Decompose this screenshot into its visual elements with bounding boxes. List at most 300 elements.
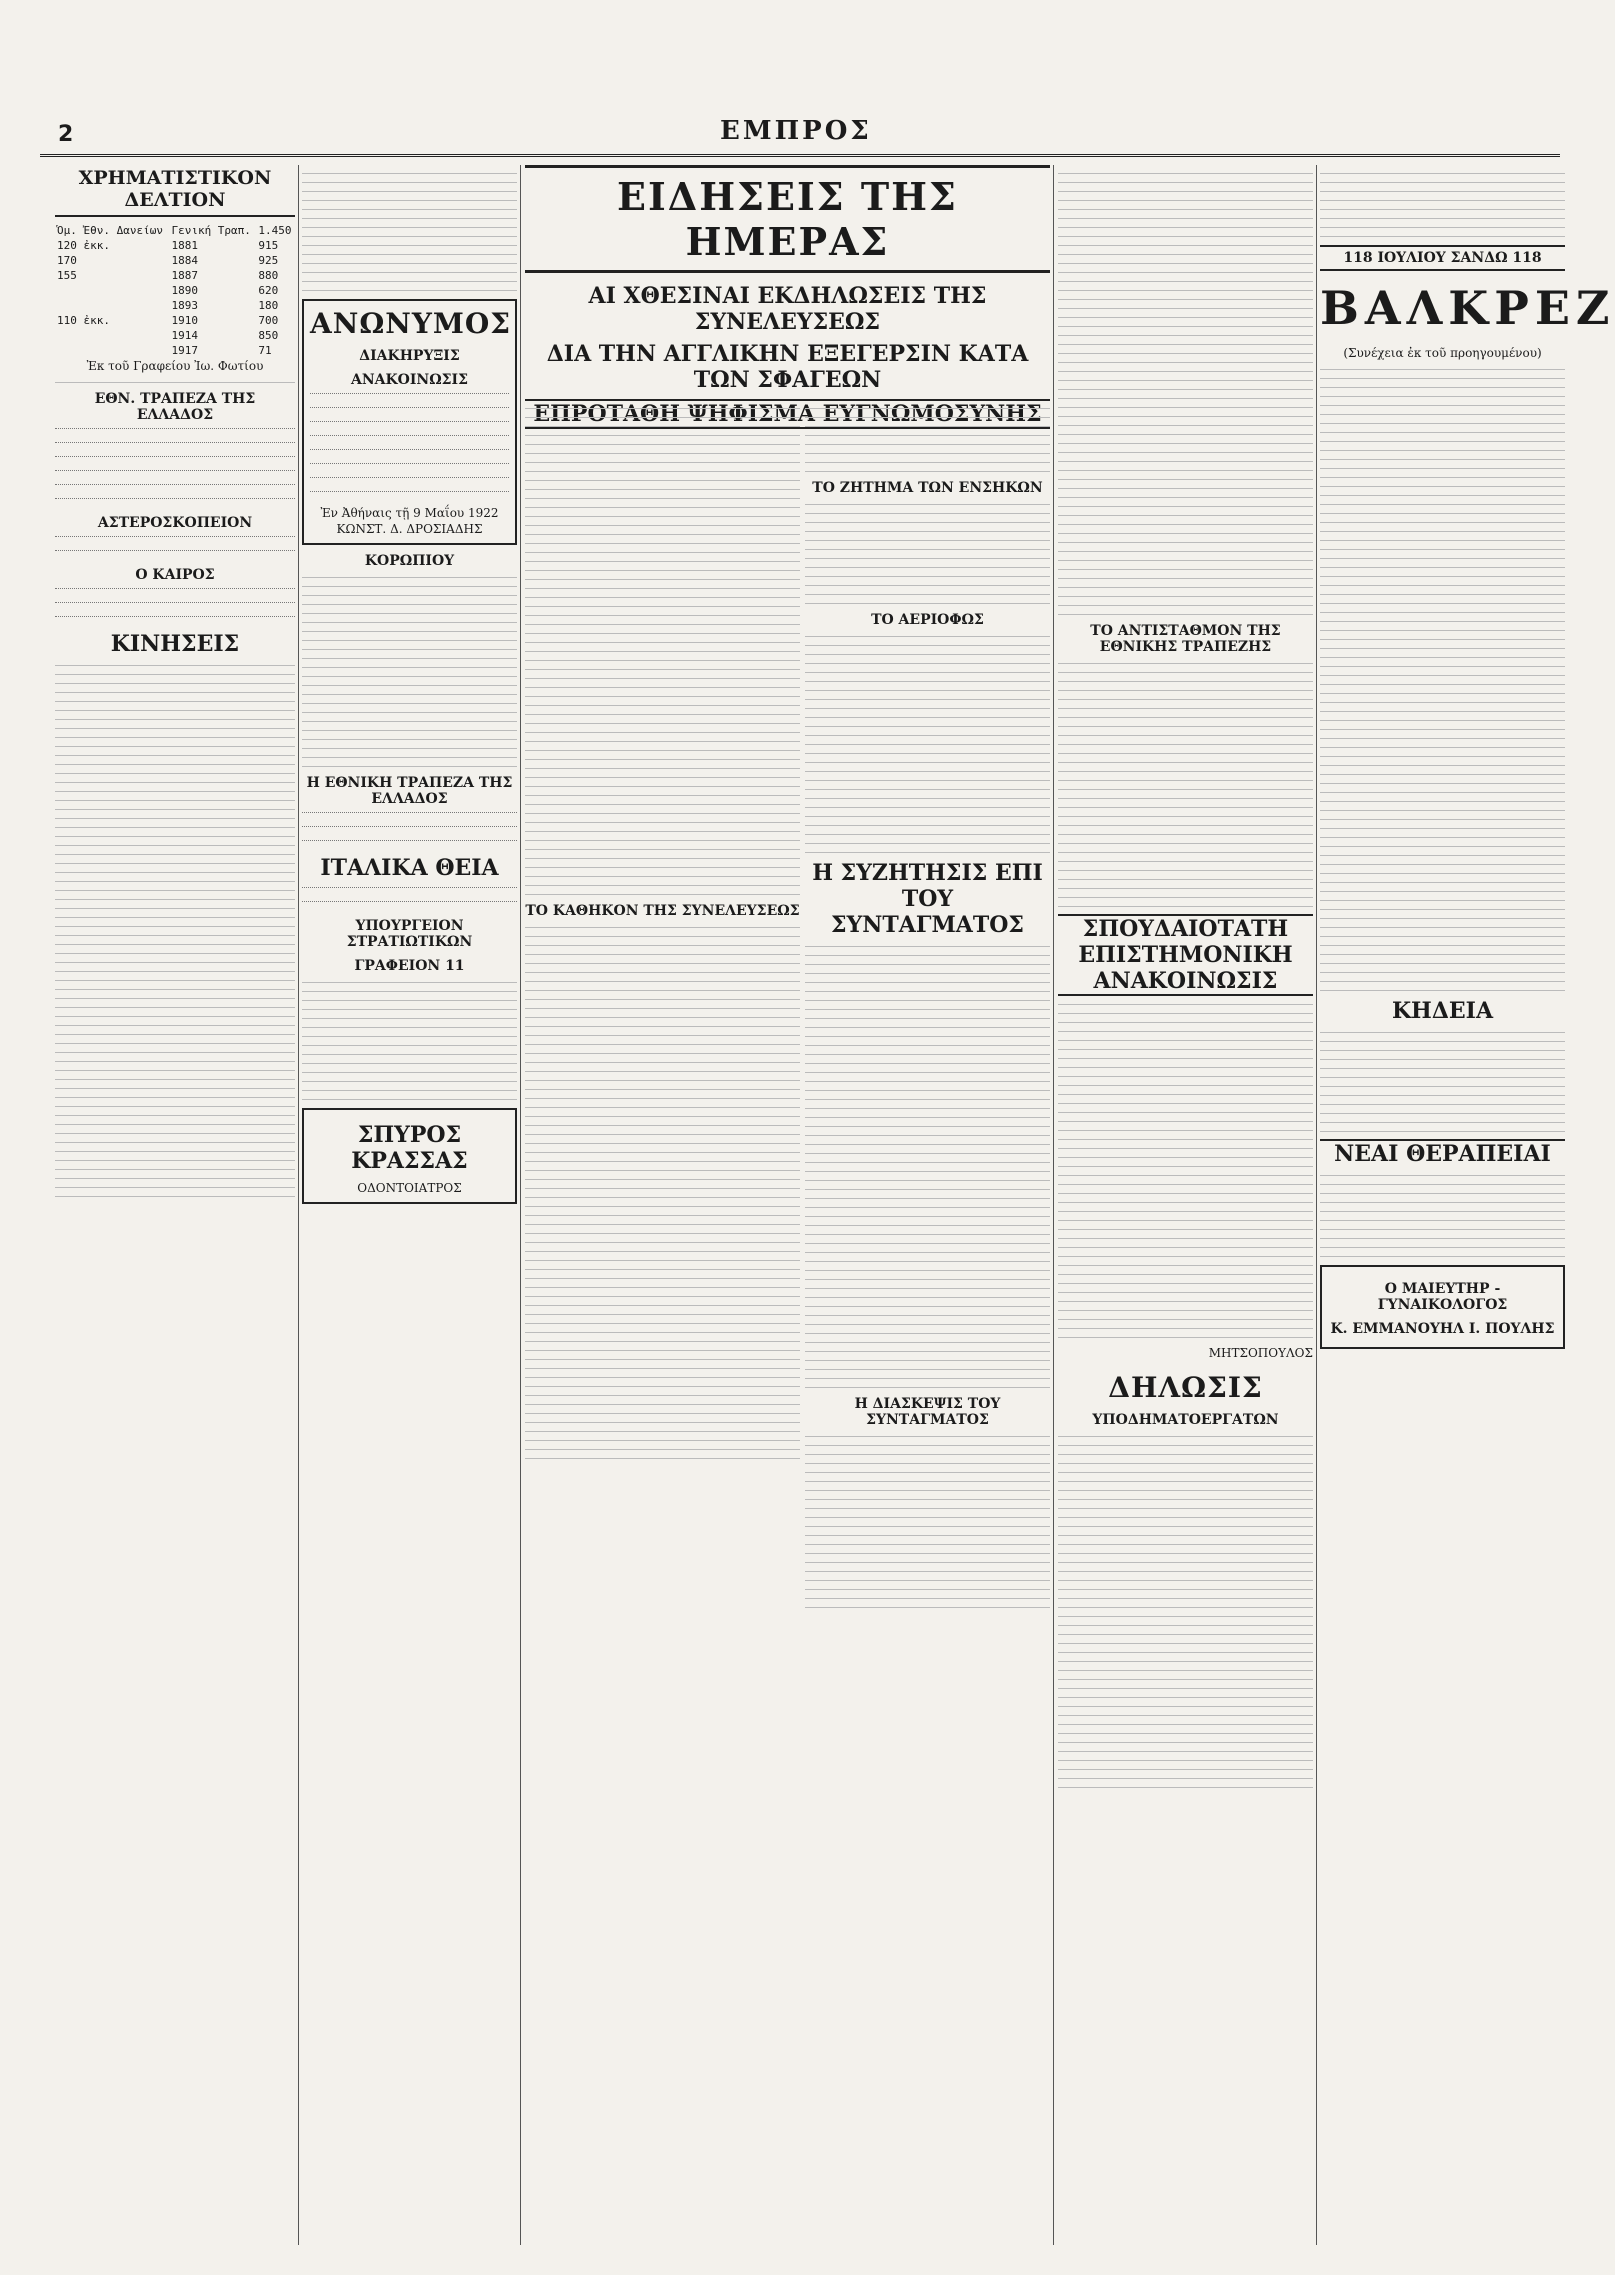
ministry-title: ΥΠΟΥΡΓΕΙΟΝ ΣΤΡΑΤΙΩΤΙΚΩΝ [346,918,473,950]
text-line [1058,226,1313,228]
text-line [1058,1057,1313,1059]
text-line [55,871,295,873]
finance-cell: 915 [258,239,279,252]
text-line [805,1368,1050,1370]
text-line [1058,379,1313,381]
text-line [1320,1237,1565,1239]
text-line [805,1188,1050,1190]
italian-title: ΙΤΑΛΙΚΑ ΘΕΙΑ [320,855,499,881]
text-line [525,821,800,823]
text-line [1058,905,1313,907]
text-line [805,653,1050,655]
text-line [1058,523,1313,525]
text-line [1058,896,1313,898]
text-line [525,1124,800,1126]
text-line [805,1561,1050,1563]
text-line [1058,725,1313,727]
text-line [1058,433,1313,435]
text-line [55,880,295,882]
text-line [1058,235,1313,237]
text-line [525,479,800,481]
declaration-title: ΔΗΛΩΣΙΣ [1108,1371,1263,1404]
text-line [55,1060,295,1062]
notice-date: Ἐν Ἀθήναις τῇ 9 Μαΐου 1922 [320,506,499,520]
text-line [1320,611,1565,613]
finance-row [55,268,295,283]
text-line [1058,1021,1313,1023]
text-line [805,1251,1050,1253]
section-a-title: ΤΟ ΖΗΤΗΜΑ ΤΩΝ ΕΝΣΗΚΩΝ [812,480,1043,496]
text-line [805,945,1050,947]
text-line [525,1394,800,1396]
text-line [525,434,800,436]
text-line [55,691,295,693]
text-line [805,575,1050,577]
text-line [1320,980,1565,982]
text-line [805,1179,1050,1181]
text-line [805,1597,1050,1599]
text-line [525,1079,800,1081]
text-line [1320,638,1565,640]
text-line [1320,692,1565,694]
text-line [805,689,1050,691]
text-line [525,1376,800,1378]
text-line [55,664,295,666]
text-line [1320,1255,1565,1257]
finance-row [55,343,295,358]
text-line [55,997,295,999]
text-line [805,1080,1050,1082]
text-line [1058,1300,1313,1302]
text-line [525,416,800,418]
text-line [1320,539,1565,541]
text-line [1320,1246,1565,1248]
text-line [525,569,800,571]
text-line [1320,647,1565,649]
text-line [1058,1048,1313,1050]
text-line [1058,424,1313,426]
text-line [525,425,800,427]
text-line [805,1143,1050,1145]
text-line [805,635,1050,637]
text-line [55,1150,295,1152]
text-line [1058,208,1313,210]
text-line [1320,602,1565,604]
text-line [1058,1759,1313,1761]
text-line [805,602,1050,604]
text-line [1058,1615,1313,1617]
text-line [55,1168,295,1170]
text-line [55,1105,295,1107]
text-line [1320,190,1565,192]
text-line [805,1453,1050,1455]
text-line [302,981,517,983]
text-line [805,644,1050,646]
text-line [525,1106,800,1108]
text-line [55,835,295,837]
text-line [805,1017,1050,1019]
text-line [1320,395,1565,397]
text-line [1058,1543,1313,1545]
text-line [55,907,295,909]
text-line [525,1070,800,1072]
astro-title: ΑΣΤΕΡΟΣΚΟΠΕΙΟΝ [97,515,253,531]
text-line [805,1314,1050,1316]
text-line [1058,1642,1313,1644]
text-line [1058,1444,1313,1446]
text-line [1058,1579,1313,1581]
text-line [805,1089,1050,1091]
text-line [1058,1624,1313,1626]
finance-cell: 1884 [171,254,198,267]
text-line [1320,1219,1565,1221]
text-line [805,725,1050,727]
text-line [525,1133,800,1135]
text-line [1058,1219,1313,1221]
text-line [1058,1111,1313,1113]
text-line [1058,1714,1313,1716]
text-line [55,1006,295,1008]
text-line [1320,1094,1565,1096]
text-line [1058,1525,1313,1527]
text-line [1320,226,1565,228]
text-line [1058,1291,1313,1293]
text-line [1058,1732,1313,1734]
text-line [805,981,1050,983]
text-line [1320,935,1565,937]
page-number: 2 [58,122,74,147]
text-line [55,970,295,972]
text-line [805,824,1050,826]
text-line [525,926,800,928]
column-text [1320,368,1565,991]
text-line [55,988,295,990]
column-text [1058,1003,1313,1338]
text-line [525,1430,800,1432]
column-text [1058,172,1313,615]
text-line [525,542,800,544]
text-line [55,799,295,801]
text-line [525,1367,800,1369]
text-line [1058,271,1313,273]
text-line [302,747,517,749]
text-line [1058,298,1313,300]
text-line [525,668,800,670]
column-text [55,664,295,1197]
text-line [1320,199,1565,201]
finance-table [55,223,295,358]
text-line [302,576,517,578]
text-line [805,1534,1050,1536]
text-line [805,797,1050,799]
text-line [302,585,517,587]
text-line [1058,662,1313,664]
text-line [805,1278,1050,1280]
text-line [1058,568,1313,570]
text-line [1058,343,1313,345]
text-line [302,244,517,246]
text-line [1058,1651,1313,1653]
text-line [805,1359,1050,1361]
text-line [525,785,800,787]
text-line [302,235,517,237]
text-line [525,884,800,886]
text-line [1058,1777,1313,1779]
text-line [1058,1165,1313,1167]
text-line [525,506,800,508]
finance-cell: 925 [258,254,279,267]
column-divider [520,165,521,2245]
text-line [1058,743,1313,745]
text-line [525,1232,800,1234]
text-line [1058,1597,1313,1599]
finance-cell: 1893 [171,299,198,312]
text-line [1320,548,1565,550]
text-line [1058,1705,1313,1707]
text-line [55,1096,295,1098]
finance-title: ΧΡΗΜΑΤΙΣΤΙΚΟΝ ΔΕΛΤΙΟΝ [55,165,295,217]
text-line [1058,788,1313,790]
dentist-ad [302,1108,517,1204]
text-line [805,521,1050,523]
weather-title: Ο ΚΑΙΡΟΣ [135,567,215,583]
text-line [1320,791,1565,793]
text-line [1058,1156,1313,1158]
text-line [805,1233,1050,1235]
text-line [805,1570,1050,1572]
text-line [1058,779,1313,781]
text-line [1320,1201,1565,1203]
text-line [525,1331,800,1333]
text-line [805,1062,1050,1064]
text-line [1320,1130,1565,1132]
text-line [1320,863,1565,865]
column-divider [1053,165,1054,2245]
text-line [55,961,295,963]
text-line [525,1259,800,1261]
text-line [525,1439,800,1441]
ministry-office: ΓΡΑΦΕΙΟΝ 11 [354,958,465,974]
finance-cell: 700 [258,314,279,327]
text-line [1058,397,1313,399]
text-line [1058,1741,1313,1743]
text-line [525,704,800,706]
text-line [1320,773,1565,775]
text-line [302,765,517,767]
center-left-column [525,400,800,2245]
finance-column [55,165,295,2245]
text-line [525,989,800,991]
text-line [302,226,517,228]
finance-cell: Γενική Τραπ. [171,224,251,237]
text-line [805,1507,1050,1509]
text-line [1058,370,1313,372]
finance-cell: 1881 [171,239,198,252]
text-line [525,686,800,688]
text-line [55,1033,295,1035]
text-line [55,1051,295,1053]
text-line [1320,800,1565,802]
text-line [1320,881,1565,883]
column-text [302,981,517,1100]
text-line [55,952,295,954]
text-line [525,1097,800,1099]
text-line [525,1007,800,1009]
text-line [1320,521,1565,523]
text-line [1058,1489,1313,1491]
text-line [525,767,800,769]
text-line [55,1042,295,1044]
column-text [525,926,800,1459]
finance-cell: 1.450 [258,224,292,237]
text-line [1058,1336,1313,1338]
text-line [1058,1768,1313,1770]
text-line [1058,532,1313,534]
text-line [525,1277,800,1279]
text-line [1320,1192,1565,1194]
text-line [805,1134,1050,1136]
text-line [525,551,800,553]
column-text [1320,172,1565,237]
text-line [525,935,800,937]
text-line [1058,1282,1313,1284]
text-line [1058,1183,1313,1185]
scientific-title: ΣΠΟΥΔΑΙΟΤΑΤΗ ΕΠΙΣΤΗΜΟΝΙΚΗ ΑΝΑΚΟΙΝΩΣΙΣ [1058,914,1313,996]
header-rule [40,154,1560,157]
finance-cell: 71 [258,344,272,357]
text-line [805,1341,1050,1343]
text-line [525,1403,800,1405]
text-line [1320,989,1565,991]
text-line [302,693,517,695]
text-line [805,815,1050,817]
text-line [302,271,517,273]
text-line [525,740,800,742]
text-line [1058,1588,1313,1590]
text-line [1320,1174,1565,1176]
text-line [1058,1507,1313,1509]
text-line [1058,1093,1313,1095]
text-line [302,253,517,255]
text-line [1058,1228,1313,1230]
notice-title: ΑΝΩΝΥΜΟΣ [310,307,512,340]
text-line [525,587,800,589]
column-text [805,503,1050,604]
text-line [1320,1067,1565,1069]
text-line [302,280,517,282]
text-line [1058,451,1313,453]
text-line [1058,496,1313,498]
text-line [1058,577,1313,579]
text-line [805,1107,1050,1109]
anonymous-company-notice [302,299,517,545]
text-line [525,1160,800,1162]
text-line [1320,899,1565,901]
text-line [805,788,1050,790]
text-line [1058,1030,1313,1032]
text-line [525,1043,800,1045]
text-line [805,1552,1050,1554]
column-text [1320,1031,1565,1132]
text-line [1058,1039,1313,1041]
text-line [525,596,800,598]
text-line [525,1052,800,1054]
text-line [805,1242,1050,1244]
section-e-title: Η ΔΙΑΣΚΕΨΙΣ ΤΟΥ ΣΥΝΤΑΓΜΑΤΟΣ [854,1396,1001,1428]
text-line [1058,1678,1313,1680]
text-line [302,1053,517,1055]
text-line [1320,404,1565,406]
text-line [55,1123,295,1125]
section-d-title: ΤΟ ΚΑΘΗΚΟΝ ΤΗΣ ΣΥΝΕΛΕΥΣΕΩΣ [525,903,800,919]
text-line [805,972,1050,974]
text-line [1320,512,1565,514]
text-line [1058,1516,1313,1518]
koropi-title: ΚΟΡΩΠΙΟΥ [364,553,455,569]
text-line [1320,908,1565,910]
finance-cell: 620 [258,284,279,297]
text-line [805,548,1050,550]
text-line [1058,487,1313,489]
text-line [805,716,1050,718]
text-line [805,1035,1050,1037]
text-line [1058,1669,1313,1671]
text-line [55,934,295,936]
assembly-column [1058,165,1313,2245]
text-line [805,1305,1050,1307]
text-line [1058,415,1313,417]
text-line [1058,1606,1313,1608]
text-line [1058,1012,1313,1014]
text-line [55,754,295,756]
notice-signature: ΚΩΝΣΤ. Δ. ΔΡΟΣΙΑΔΗΣ [336,522,483,536]
text-line [1320,217,1565,219]
text-line [525,1151,800,1153]
text-line [1320,235,1565,237]
text-line [1058,199,1313,201]
text-line [525,605,800,607]
finance-cell [55,328,169,343]
text-line [805,734,1050,736]
text-line [805,1026,1050,1028]
text-line [1320,458,1565,460]
text-line [805,461,1050,463]
text-line [1320,971,1565,973]
text-line [805,1489,1050,1491]
text-line [1058,707,1313,709]
text-line [55,781,295,783]
text-line [1058,1237,1313,1239]
text-line [1058,1174,1313,1176]
text-line [525,812,800,814]
text-line [1320,854,1565,856]
text-line [1320,1210,1565,1212]
finance-cell: Ὁμ. Ἐθν. Δανείων [57,224,163,237]
text-line [302,190,517,192]
column-text [1320,1174,1565,1257]
text-line [55,943,295,945]
text-line [1058,824,1313,826]
text-line [525,614,800,616]
text-line [525,866,800,868]
text-line [302,262,517,264]
text-line [1320,172,1565,174]
text-line [55,709,295,711]
text-line [1058,1462,1313,1464]
text-line [55,1114,295,1116]
text-line [55,1078,295,1080]
text-line [805,1260,1050,1262]
